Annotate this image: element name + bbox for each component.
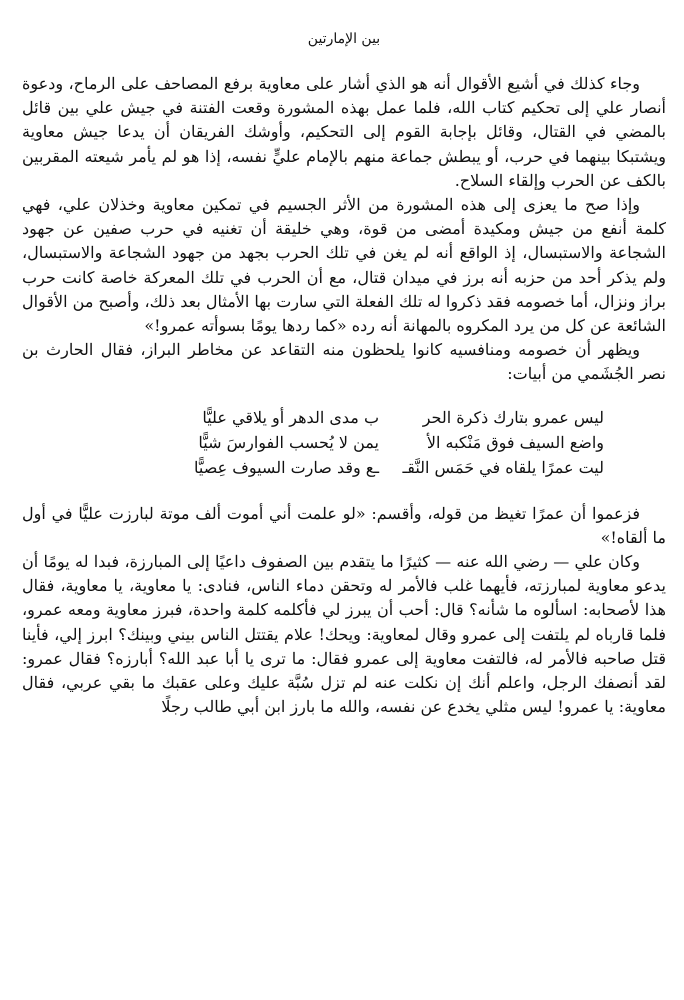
verse-second-hemistich: ب مدى الدهر أو يلاقي عليًّا xyxy=(202,407,379,427)
verse-first-hemistich: واضع السيف فوق مَنْكبه الأ xyxy=(426,432,604,452)
poem-verse xyxy=(22,405,604,430)
poem-verse xyxy=(22,430,604,455)
verse-second-hemistich: ـع وقد صارت السيوف عِصيًّا xyxy=(194,457,379,477)
paragraph-3: ويظهر أن خصومه ومنافسيه كانوا يلحظون منه التقاعد عن مخاطر البراز، فقال الحارث بن نصر الجُشَمي من أبيات: xyxy=(22,340,666,384)
paragraph-5: وكان علي — رضي الله عنه — كثيرًا ما يتقدم بين الصفوف داعيًا إلى المبارزة، فبدا له يومًا أن يدعو معاوية لمبارزته، فأيهما غلب فالأمر له وتحقن دماء الناس، فنادى: يا معاوية، يا معاوية، فقال هذا لأصحابه: اسألوه ما شأنه؟ قال: أحب أن يبرز لي فأكلمه كلمة واحدة، فبرز معاوية ومعه عمرو، فلما قارباه لم يلتفت إلى عمرو وقال لمعاوية: ويحك! علام يقتتل الناس بيني وبينك؟ ابرز إلي، فأينا قتل صاحبه فالأمر له، فالتفت معاوية إلى عمرو فقال: ما ترى يا أبا عبد الله؟ أبارزه؟ فقال عمرو: لقد أنصفك الرجل، واعلم أنك إن نكلت عنه لم تزل سُبَّة عليك وعلى عقبك ما بقي عربي، فقال معاوية: يا عمرو! ليس مثلي يخدع عن نفسه، والله ما بارز ابن أبي طالب رجلًا xyxy=(22,552,667,717)
paragraph-2: وإذا صح ما يعزى إلى هذه المشورة من الأثر الجسيم في تمكين معاوية وخذلان علي، فهي كلمة أنفع من جيش ومكيدة أمضى من قوة، وهي خليقة أن تغنيه في حرب صفين عن جهود الشجاعة والاستبسال، إذ الواقع أنه لم يغن في تلك الحرب بجهد من جهود الشجاعة والاستبسال، ولم يذكر أحد من حزبه أنه برز في ميدان قتال، مع أن الحرب في تلك المعركة خاصة كانت حرب براز ونزال، أما خصومه فقد ذكروا له تلك الفعلة التي سارت بها الأمثال بعد ذلك، وأصبح من الأقوال الشائعة عن كل من يرد المكروه بالمهانة أنه رده «كما ردها يومًا بسوأته عمرو!» xyxy=(22,195,666,336)
paragraph-4: فزعموا أن عمرًا تغيظ من قوله، وأقسم: «لو علمت أني أموت ألف موتة لبارزت عليًّا في أول ما ألقاه!» xyxy=(22,503,666,547)
verse-first-hemistich: ليس عمرو بتارك ذكرة الحر xyxy=(422,407,604,427)
poem-verse xyxy=(22,455,604,480)
poem xyxy=(22,405,666,480)
running-header: بين الإمارتين xyxy=(307,31,381,47)
verse-first-hemistich: ليت عمرًا يلقاه في حَمَس النَّقـ xyxy=(402,457,604,477)
verse-second-hemistich: يمن لا يُحسب الفوارسَ شيًّا xyxy=(198,432,379,452)
paragraph-1: وجاء كذلك في أشيع الأقوال أنه هو الذي أشار على معاوية برفع المصاحف على الرماح، ودعوة أنصار علي إلى تحكيم كتاب الله، فلما عمل بهذه المشورة وقعت الفتنة في جيش علي بين قائل بالمضي في القتال، وقائل بإجابة القوم إلى التحكيم، وأوشك الفريقان أن يدعا جيش معاوية ويشتبكا بينهما في حرب، أو يبطش جماعة منهم بالإمام عليٍّ نفسه، إذا هو لم يأمر شيعته المقربين بالكف عن الحرب وإلقاء السلاح. xyxy=(22,74,666,190)
